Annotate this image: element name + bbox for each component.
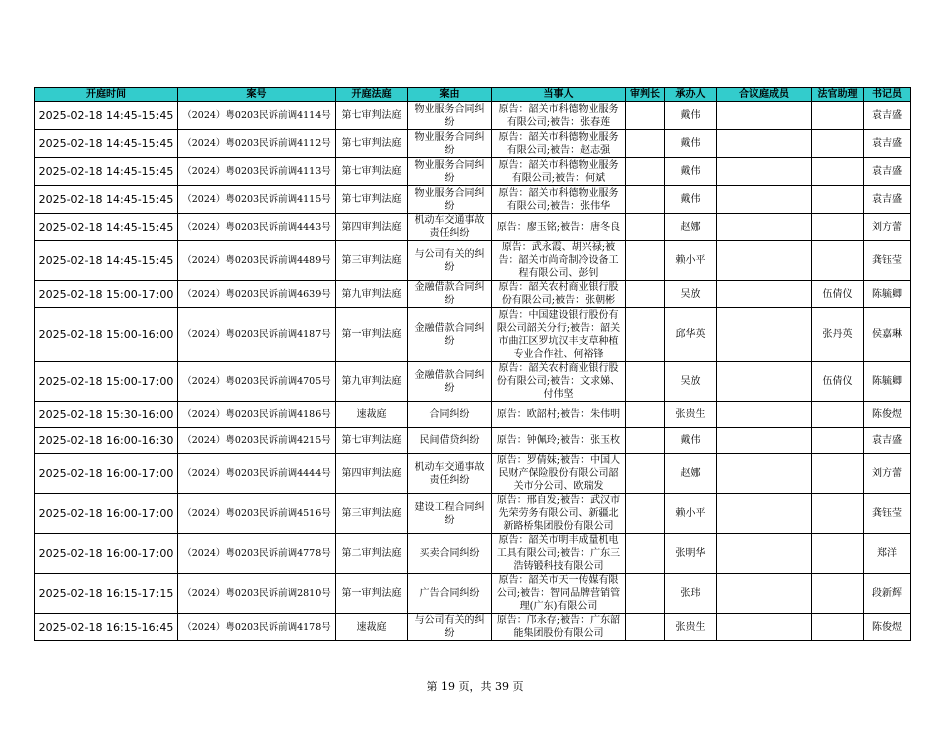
cell-clerk: 龚钰莹 [864, 241, 911, 281]
table-row [35, 534, 911, 574]
cell-cause: 机动车交通事故责任纠纷 [408, 454, 492, 494]
table-row [35, 308, 911, 362]
cell-parties: 原告：欧韶村;被告：朱伟明 [492, 402, 626, 428]
header-court: 开庭法庭 [336, 88, 408, 102]
cell-judge-assistant [812, 158, 864, 186]
cell-case-no: （2024）粤0203民诉前调4186号 [178, 402, 336, 428]
cell-parties: 原告：邝永存;被告：广东韶能集团股份有限公司 [492, 614, 626, 641]
table-row [35, 130, 911, 158]
cell-parties: 原告：韶关农村商业银行股份有限公司;被告：张朝彬 [492, 281, 626, 308]
cell-cause: 建设工程合同纠纷 [408, 494, 492, 534]
cell-time: 2025-02-18 15:30-16:00 [35, 402, 178, 428]
cell-time: 2025-02-18 15:00-17:00 [35, 281, 178, 308]
cell-judge-assistant [812, 494, 864, 534]
cell-court: 第四审判法庭 [336, 454, 408, 494]
cell-parties: 原告：邢自发;被告：武汉市先荣劳务有限公司、新疆北新路桥集团股份有限公司 [492, 494, 626, 534]
cell-time: 2025-02-18 16:00-17:00 [35, 534, 178, 574]
cell-clerk: 袁吉盛 [864, 186, 911, 214]
cell-panel-members [717, 186, 812, 214]
cell-time: 2025-02-18 14:45-15:45 [35, 102, 178, 130]
cell-parties: 原告：韶关农村商业银行股份有限公司;被告：文求娣、付伟坚 [492, 362, 626, 402]
cell-cause: 广告合同纠纷 [408, 574, 492, 614]
cell-presiding-judge [626, 281, 665, 308]
cell-presiding-judge [626, 574, 665, 614]
cell-judge-assistant: 伍倩仪 [812, 362, 864, 402]
header-clerk: 书记员 [864, 88, 911, 102]
cell-handler: 赵娜 [665, 214, 717, 241]
table-row [35, 158, 911, 186]
cell-handler: 戴伟 [665, 428, 717, 454]
cell-parties: 原告：韶关市科德物业服务有限公司;被告：张春莲 [492, 102, 626, 130]
cell-clerk: 郑洋 [864, 534, 911, 574]
cell-cause: 金融借款合同纠纷 [408, 281, 492, 308]
table-row [35, 574, 911, 614]
cell-presiding-judge [626, 130, 665, 158]
cell-court: 速裁庭 [336, 614, 408, 641]
cell-cause: 机动车交通事故责任纠纷 [408, 214, 492, 241]
cell-clerk: 侯嘉琳 [864, 308, 911, 362]
header-cause: 案由 [408, 88, 492, 102]
cell-presiding-judge [626, 102, 665, 130]
cell-panel-members [717, 614, 812, 641]
cell-panel-members [717, 574, 812, 614]
cell-parties: 原告：韶关市天一传媒有限公司;被告：智同品牌营销管理(广东)有限公司 [492, 574, 626, 614]
cell-cause: 物业服务合同纠纷 [408, 102, 492, 130]
cell-presiding-judge [626, 186, 665, 214]
cell-presiding-judge [626, 454, 665, 494]
cell-cause: 合同纠纷 [408, 402, 492, 428]
cell-court: 第七审判法庭 [336, 428, 408, 454]
cell-judge-assistant [812, 102, 864, 130]
table-row [35, 241, 911, 281]
cell-judge-assistant [812, 241, 864, 281]
cell-panel-members [717, 214, 812, 241]
cell-cause: 与公司有关的纠纷 [408, 241, 492, 281]
cell-case-no: （2024）粤0203民诉前调4215号 [178, 428, 336, 454]
cell-case-no: （2024）粤0203民诉前调4113号 [178, 158, 336, 186]
cell-case-no: （2024）粤0203民诉前调4639号 [178, 281, 336, 308]
cell-cause: 物业服务合同纠纷 [408, 130, 492, 158]
cell-clerk: 刘方蕾 [864, 214, 911, 241]
header-panel-members: 合议庭成员 [717, 88, 812, 102]
table-row [35, 102, 911, 130]
cell-panel-members [717, 362, 812, 402]
cell-judge-assistant: 张丹英 [812, 308, 864, 362]
table-row [35, 494, 911, 534]
cell-time: 2025-02-18 14:45-15:45 [35, 158, 178, 186]
header-handler: 承办人 [665, 88, 717, 102]
cell-panel-members [717, 130, 812, 158]
cell-clerk: 段新辉 [864, 574, 911, 614]
table-row [35, 454, 911, 494]
cell-presiding-judge [626, 534, 665, 574]
cell-handler: 张贵生 [665, 614, 717, 641]
cell-presiding-judge [626, 214, 665, 241]
cell-handler: 吴放 [665, 281, 717, 308]
cell-presiding-judge [626, 158, 665, 186]
cell-court: 第七审判法庭 [336, 102, 408, 130]
cell-handler: 戴伟 [665, 158, 717, 186]
table-row [35, 186, 911, 214]
cell-clerk: 袁吉盛 [864, 158, 911, 186]
cell-case-no: （2024）粤0203民诉前调4443号 [178, 214, 336, 241]
cell-handler: 戴伟 [665, 186, 717, 214]
cell-judge-assistant [812, 614, 864, 641]
cell-panel-members [717, 454, 812, 494]
cell-judge-assistant [812, 428, 864, 454]
cell-presiding-judge [626, 241, 665, 281]
cell-parties: 原告：武永霞、胡兴禄;被告：韶关市尚奇制冷设备工程有限公司、彭钊 [492, 241, 626, 281]
cell-clerk: 袁吉盛 [864, 130, 911, 158]
cell-handler: 吴放 [665, 362, 717, 402]
cell-handler: 邱华英 [665, 308, 717, 362]
cell-parties: 原告：钟佩玲;被告：张玉枚 [492, 428, 626, 454]
cell-clerk: 袁吉盛 [864, 102, 911, 130]
cell-presiding-judge [626, 428, 665, 454]
cell-handler: 赖小平 [665, 241, 717, 281]
cell-case-no: （2024）粤0203民诉前调4112号 [178, 130, 336, 158]
cell-court: 速裁庭 [336, 402, 408, 428]
hearing-schedule-table [34, 87, 911, 641]
cell-case-no: （2024）粤0203民诉前调4178号 [178, 614, 336, 641]
cell-case-no: （2024）粤0203民诉前调4187号 [178, 308, 336, 362]
cell-cause: 民间借贷纠纷 [408, 428, 492, 454]
cell-cause: 与公司有关的纠纷 [408, 614, 492, 641]
cell-time: 2025-02-18 14:45-15:45 [35, 214, 178, 241]
cell-clerk: 陈俊煜 [864, 402, 911, 428]
header-parties: 当事人 [492, 88, 626, 102]
cell-parties: 原告：廖玉铭;被告：唐冬良 [492, 214, 626, 241]
cell-court: 第九审判法庭 [336, 362, 408, 402]
header-judge-assistant: 法官助理 [812, 88, 864, 102]
header-case-no: 案号 [178, 88, 336, 102]
header-presiding-judge: 审判长 [626, 88, 665, 102]
cell-case-no: （2024）粤0203民诉前调4115号 [178, 186, 336, 214]
cell-court: 第七审判法庭 [336, 130, 408, 158]
table-row [35, 214, 911, 241]
table-row [35, 281, 911, 308]
cell-presiding-judge [626, 494, 665, 534]
header-time: 开庭时间 [35, 88, 178, 102]
cell-handler: 张贵生 [665, 402, 717, 428]
cell-panel-members [717, 494, 812, 534]
cell-parties: 原告：韶关市科德物业服务有限公司;被告：何斌 [492, 158, 626, 186]
cell-presiding-judge [626, 362, 665, 402]
cell-time: 2025-02-18 14:45-15:45 [35, 186, 178, 214]
cell-clerk: 陈俊煜 [864, 614, 911, 641]
table-row [35, 614, 911, 641]
cell-time: 2025-02-18 16:00-16:30 [35, 428, 178, 454]
cell-panel-members [717, 534, 812, 574]
cell-handler: 张玮 [665, 574, 717, 614]
table-row [35, 428, 911, 454]
cell-parties: 原告：罗倩妹;被告：中国人民财产保险股份有限公司韶关市分公司、欧瑞发 [492, 454, 626, 494]
table-header-row [35, 88, 911, 102]
cell-parties: 原告：韶关市科德物业服务有限公司;被告：张伟华 [492, 186, 626, 214]
cell-panel-members [717, 281, 812, 308]
cell-judge-assistant: 伍倩仪 [812, 281, 864, 308]
cell-judge-assistant [812, 186, 864, 214]
cell-time: 2025-02-18 16:15-16:45 [35, 614, 178, 641]
cell-panel-members [717, 308, 812, 362]
cell-parties: 原告：韶关市明丰成量机电工具有限公司;被告：广东三浩铸锻科技有限公司 [492, 534, 626, 574]
cell-handler: 赖小平 [665, 494, 717, 534]
cell-judge-assistant [812, 574, 864, 614]
cell-presiding-judge [626, 308, 665, 362]
cell-clerk: 陈毓卿 [864, 281, 911, 308]
cell-parties: 原告：韶关市科德物业服务有限公司;被告：赵志强 [492, 130, 626, 158]
cell-handler: 张明华 [665, 534, 717, 574]
cell-parties: 原告：中国建设银行股份有限公司韶关分行;被告：韶关市曲江区罗坑汉丰支草种植专业合作社、何裕锋 [492, 308, 626, 362]
cell-judge-assistant [812, 214, 864, 241]
cell-case-no: （2024）粤0203民诉前调4489号 [178, 241, 336, 281]
page-number: 第 19 页，共 39 页 [426, 680, 524, 693]
cell-panel-members [717, 428, 812, 454]
cell-clerk: 陈毓卿 [864, 362, 911, 402]
cell-time: 2025-02-18 16:00-17:00 [35, 494, 178, 534]
cell-handler: 戴伟 [665, 102, 717, 130]
cell-panel-members [717, 241, 812, 281]
cell-court: 第一审判法庭 [336, 308, 408, 362]
cell-time: 2025-02-18 15:00-16:00 [35, 308, 178, 362]
cell-court: 第一审判法庭 [336, 574, 408, 614]
cell-case-no: （2024）粤0203民诉前调2810号 [178, 574, 336, 614]
cell-case-no: （2024）粤0203民诉前调4778号 [178, 534, 336, 574]
cell-cause: 金融借款合同纠纷 [408, 362, 492, 402]
cell-handler: 赵娜 [665, 454, 717, 494]
cell-time: 2025-02-18 15:00-17:00 [35, 362, 178, 402]
cell-time: 2025-02-18 16:00-17:00 [35, 454, 178, 494]
cell-time: 2025-02-18 14:45-15:45 [35, 130, 178, 158]
cell-case-no: （2024）粤0203民诉前调4516号 [178, 494, 336, 534]
cell-court: 第三审判法庭 [336, 241, 408, 281]
cell-judge-assistant [812, 402, 864, 428]
cell-court: 第四审判法庭 [336, 214, 408, 241]
cell-panel-members [717, 402, 812, 428]
cell-time: 2025-02-18 16:15-17:15 [35, 574, 178, 614]
cell-panel-members [717, 158, 812, 186]
cell-court: 第二审判法庭 [336, 534, 408, 574]
cell-handler: 戴伟 [665, 130, 717, 158]
cell-court: 第七审判法庭 [336, 186, 408, 214]
cell-case-no: （2024）粤0203民诉前调4444号 [178, 454, 336, 494]
cell-court: 第三审判法庭 [336, 494, 408, 534]
cell-cause: 物业服务合同纠纷 [408, 186, 492, 214]
cell-cause: 买卖合同纠纷 [408, 534, 492, 574]
cell-court: 第九审判法庭 [336, 281, 408, 308]
cell-case-no: （2024）粤0203民诉前调4114号 [178, 102, 336, 130]
cell-clerk: 龚钰莹 [864, 494, 911, 534]
cell-judge-assistant [812, 454, 864, 494]
cell-presiding-judge [626, 614, 665, 641]
table-row [35, 402, 911, 428]
cell-judge-assistant [812, 534, 864, 574]
cell-clerk: 刘方蕾 [864, 454, 911, 494]
cell-court: 第七审判法庭 [336, 158, 408, 186]
cell-presiding-judge [626, 402, 665, 428]
cell-cause: 物业服务合同纠纷 [408, 158, 492, 186]
cell-judge-assistant [812, 130, 864, 158]
cell-clerk: 袁吉盛 [864, 428, 911, 454]
table-row [35, 362, 911, 402]
cell-case-no: （2024）粤0203民诉前调4705号 [178, 362, 336, 402]
cell-time: 2025-02-18 14:45-15:45 [35, 241, 178, 281]
cell-panel-members [717, 102, 812, 130]
cell-cause: 金融借款合同纠纷 [408, 308, 492, 362]
